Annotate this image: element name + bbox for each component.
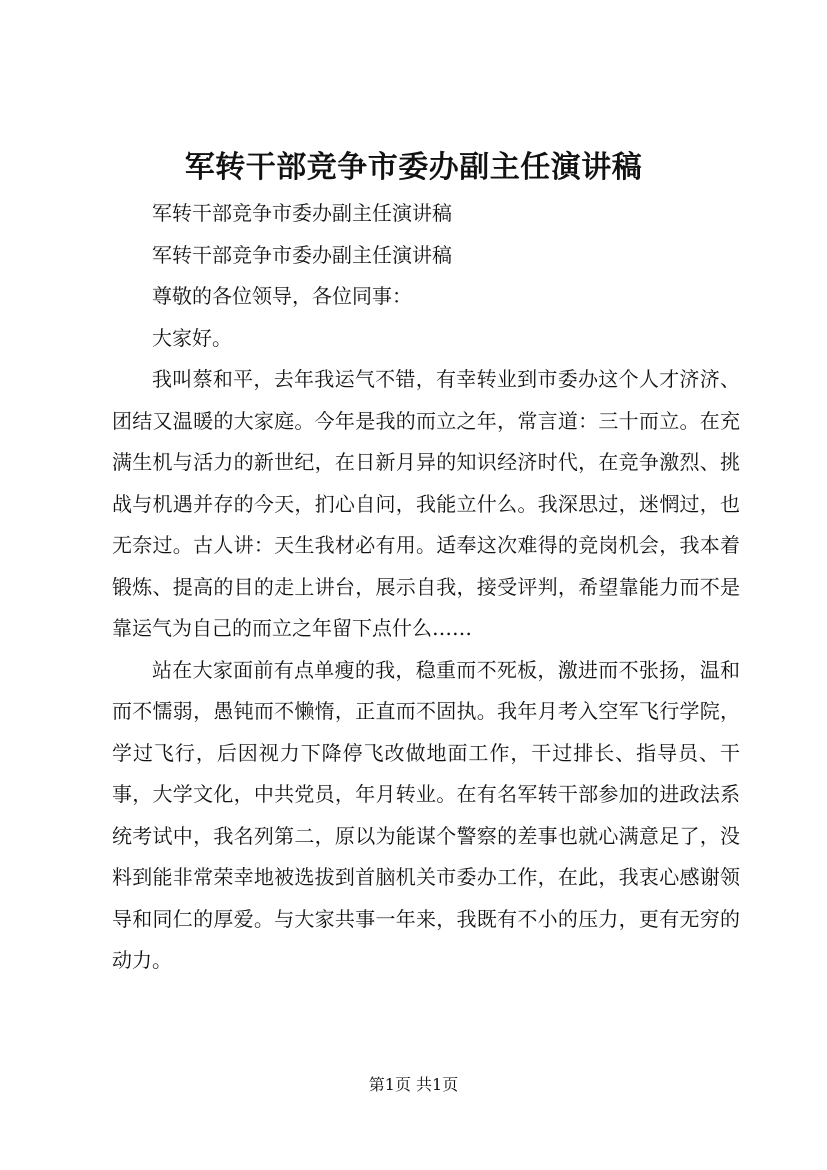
document-title: 军转干部竞争市委办副主任演讲稿 bbox=[184, 150, 643, 185]
paragraph-subtitle-2: 军转干部竞争市委办副主任演讲稿 bbox=[152, 242, 452, 267]
document-body bbox=[112, 193, 740, 982]
page-indicator: 第1页 共1页 bbox=[368, 1075, 459, 1094]
paragraph-introduction: 我叫蔡和平，去年我运气不错，有幸转业到市委办这个人才济济、团结又温暖的大家庭。今年是我的而立之年，常言道：三十而立。在充满生机与活力的新世纪，在日新月异的知识经济时代，在竞争激烈、挑战与机遇并存的今天，扪心自问，我能立什么。我深思过，迷惘过，也无奈过。古人讲：天生我材必有用。适奉这次难得的竞岗机会，我本着锻炼、提高的目的走上讲台，展示自我，接受评判，希望靠能力而不是靠运气为自己的而立之年留下点什么…… bbox=[112, 367, 740, 640]
paragraph-subtitle-1: 军转干部竞争市委办副主任演讲稿 bbox=[152, 201, 452, 225]
page-footer bbox=[0, 1074, 827, 1096]
paragraph-background: 站在大家面前有点单瘦的我，稳重而不死板，激进而不张扬，温和而不懦弱，愚钝而不懒惰，正直而不固执。我年月考入空军飞行学院，学过飞行，后因视力下降停飞改做地面工作，干过排长、指导员、干事，大学文化，中共党员，年月转业。在有名军转干部参加的进政法系统考试中，我名列第二，原以为能谋个警察的差事也就心满意足了，没料到能非常荣幸地被选拔到首脑机关市委办工作，在此，我衷心感谢领导和同仁的厚爱。与大家共事一年来，我既有不小的压力，更有无穷的动力。 bbox=[112, 657, 740, 972]
paragraph-salutation: 尊敬的各位领导，各位同事： bbox=[152, 284, 412, 308]
paragraph-greeting: 大家好。 bbox=[152, 325, 232, 350]
